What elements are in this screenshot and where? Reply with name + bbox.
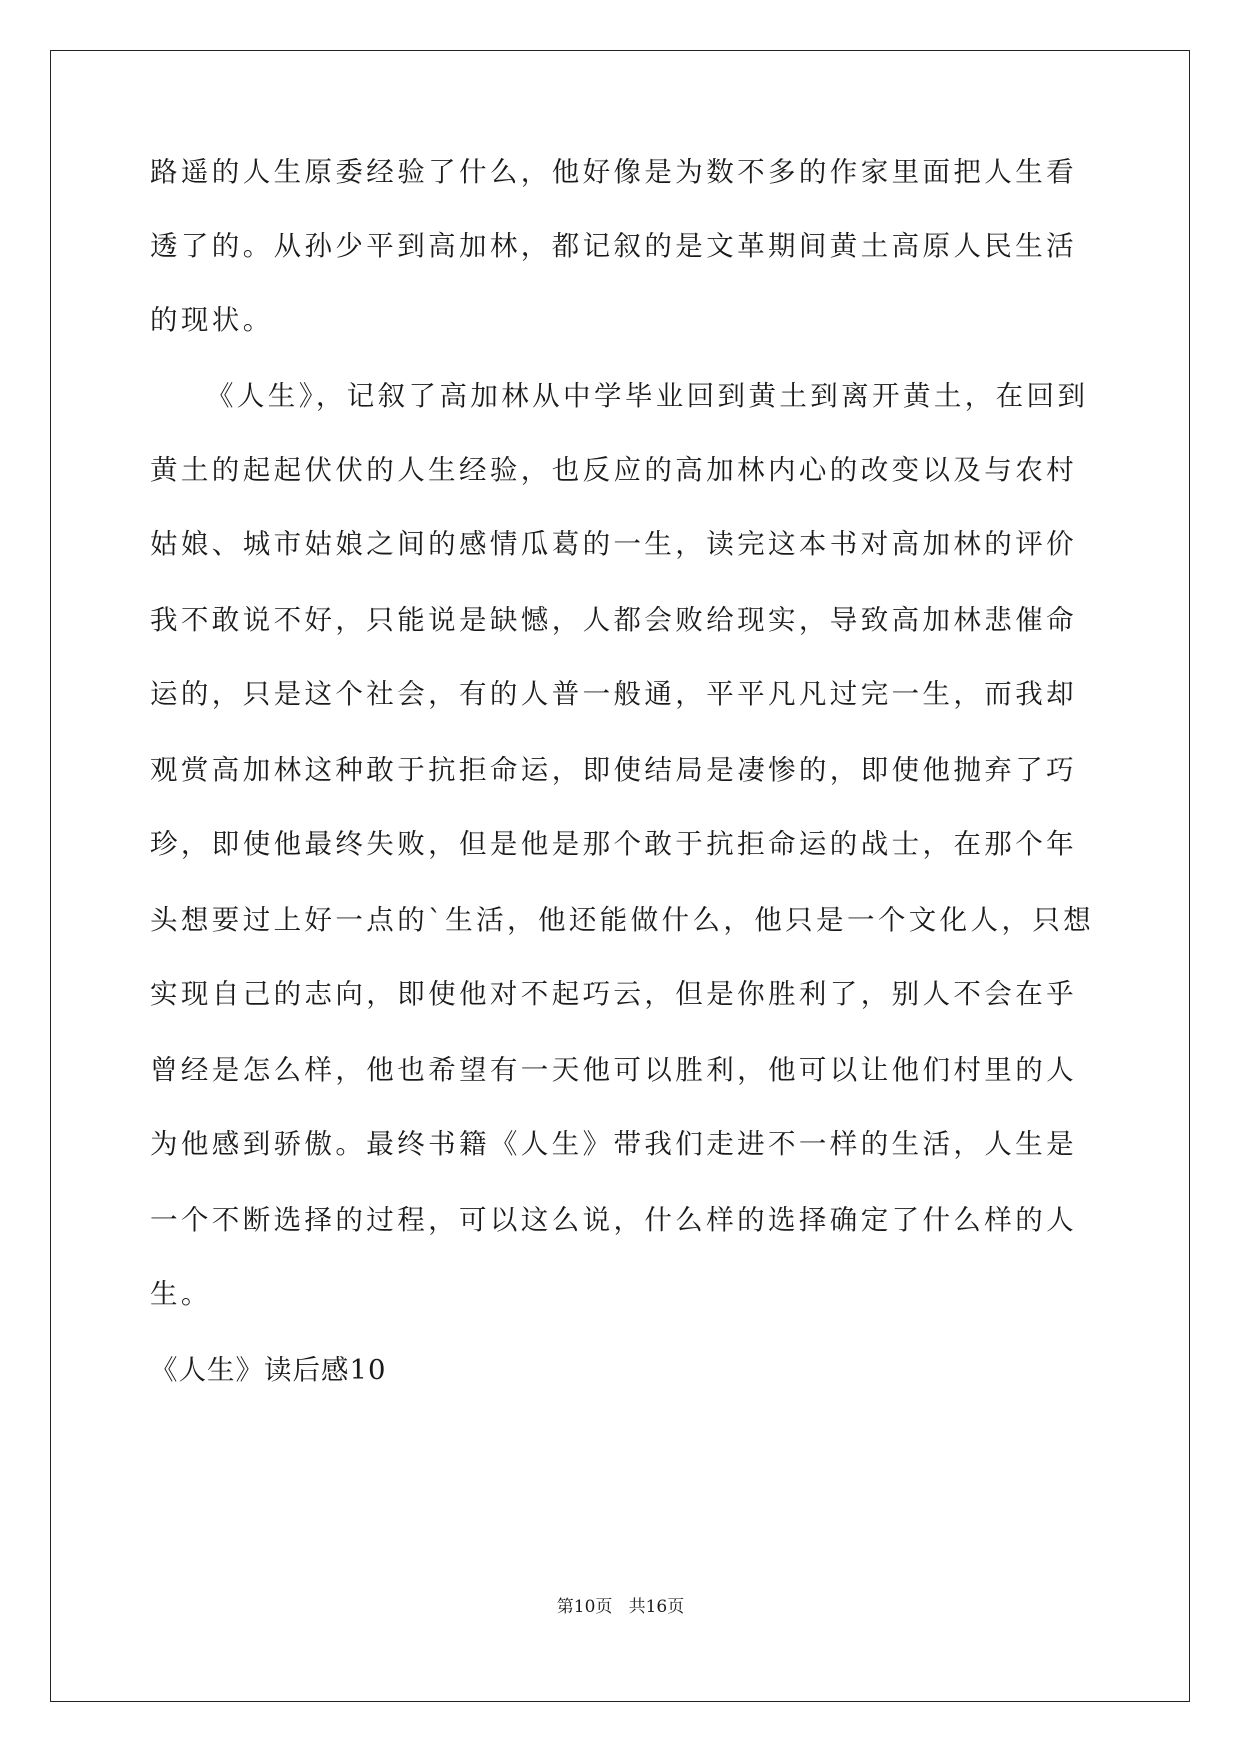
section-heading: 《人生》读后感10 — [150, 1354, 387, 1386]
text-line: 路遥的人生原委经验了什么，他好像是为数不多的作家里面把人生看 — [150, 156, 1077, 188]
text-line: 生。 — [150, 1278, 212, 1310]
text-line: 曾经是怎么样，他也希望有一天他可以胜利，他可以让他们村里的人 — [150, 1054, 1077, 1086]
text-line: 为他感到骄傲。最终书籍《人生》带我们走进不一样的生活，人生是 — [150, 1128, 1077, 1160]
text-line: 珍，即使他最终失败，但是他是那个敢于抗拒命运的战士，在那个年 — [150, 828, 1077, 860]
text-line: 姑娘、城市姑娘之间的感情瓜葛的一生，读完这本书对高加林的评价 — [150, 528, 1077, 560]
text-line: 的现状。 — [150, 304, 274, 336]
text-line: 一个不断选择的过程，可以这么说，什么样的选择确定了什么样的人 — [150, 1204, 1077, 1236]
page-footer: 第10页 共16页 — [556, 1597, 685, 1617]
paragraph-first-line: 《人生》，记叙了高加林从中学毕业回到黄土到离开黄土，在回到 — [206, 380, 1089, 412]
text-line: 我不敢说不好，只能说是缺憾，人都会败给现实，导致高加林悲催命 — [150, 604, 1077, 636]
text-line: 运的，只是这个社会，有的人普一般通，平平凡凡过完一生，而我却 — [150, 678, 1077, 710]
text-line: 实现自己的志向，即使他对不起巧云，但是你胜利了，别人不会在乎 — [150, 978, 1077, 1010]
page-border — [50, 50, 1190, 1702]
text-line: 黄土的起起伏伏的人生经验，也反应的高加林内心的改变以及与农村 — [150, 454, 1077, 486]
text-line: 透了的。从孙少平到高加林，都记叙的是文革期间黄土高原人民生活 — [150, 230, 1077, 262]
text-line: 观赏高加林这种敢于抗拒命运，即使结局是凄惨的，即使他抛弃了巧 — [150, 754, 1077, 786]
text-line: 头想要过上好一点的`生活，他还能做什么，他只是一个文化人，只想 — [150, 904, 1095, 936]
